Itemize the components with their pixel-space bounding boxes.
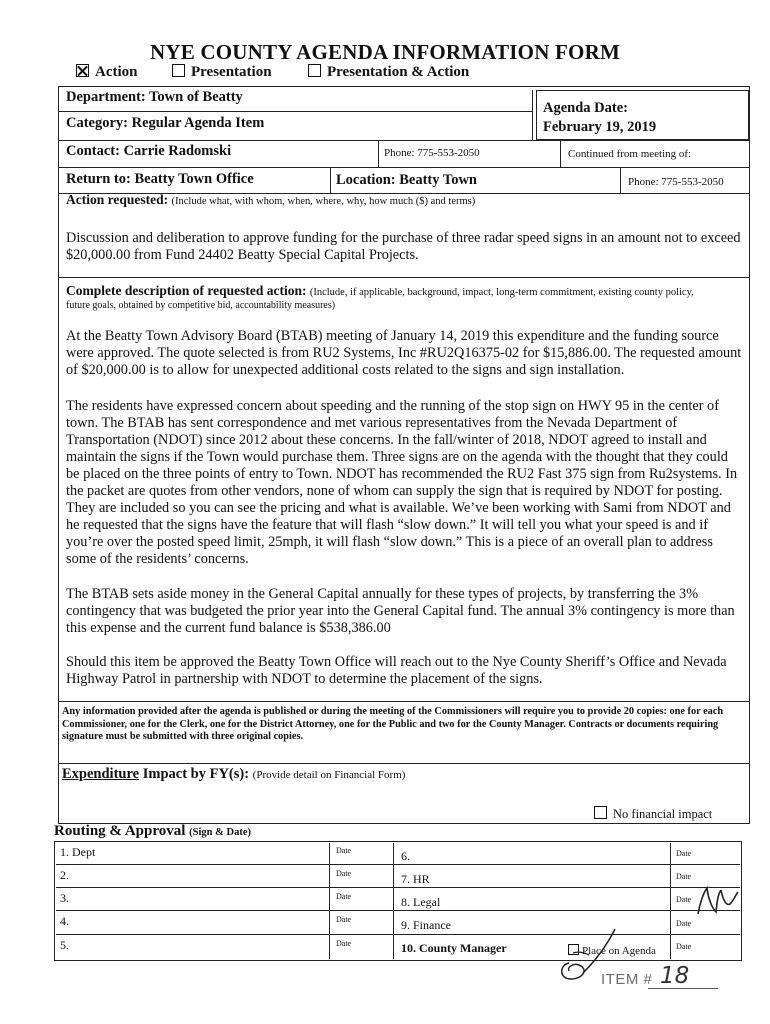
routing-county-manager: 10. County Manager	[401, 941, 507, 955]
place-on-agenda-checkbox[interactable]: Place on Agenda	[568, 944, 656, 957]
routing-legal: 8. Legal	[401, 895, 441, 909]
option-presentation[interactable]: Presentation	[172, 64, 272, 81]
routing-finance: 9. Finance	[401, 918, 451, 932]
date-cell: Date	[336, 915, 352, 924]
contact-field: Contact: Carrie Radomski	[66, 143, 232, 159]
routing-left-4: 4.	[60, 914, 69, 928]
routing-left-5: 5.	[60, 938, 69, 952]
item-number: 18	[660, 963, 690, 989]
date-cell: Date	[336, 846, 352, 855]
routing-dept: 1. Dept	[60, 845, 96, 859]
description-paragraph-1: At the Beatty Town Advisory Board (BTAB) meeting of January 14, 2019 this expenditure and the funding source were approved. The quote selected is from RU2 Systems, Inc #RU2Q16375-02 for $15,886.00. The requested amount of $20,000.00 is to allow for unexpected additional costs related to the signs and sign installation.	[66, 328, 742, 378]
date-cell: Date	[336, 869, 352, 878]
checkbox-icon[interactable]	[308, 64, 321, 77]
action-requested-text: Discussion and deliberation to approve funding for the purchase of three radar speed signs in an amount not to exceed $20,000.00 from Fund 24402 Beatty Special Capital Projects.	[66, 230, 741, 263]
date-cell: Date	[676, 872, 692, 881]
checkbox-icon[interactable]	[172, 64, 185, 77]
date-cell: Date	[676, 849, 692, 858]
description-hint: future goals, obtained by competitive bid, accountability measures)	[66, 300, 336, 311]
expenditure-label: Expenditure Impact by FY(s): (Provide detail on Financial Form)	[62, 766, 406, 782]
date-cell: Date	[676, 942, 692, 951]
item-label: ITEM #	[601, 971, 653, 988]
description-paragraph-2: The residents have expressed concern about speeding and the running of the stop sign on HWY 95 in the center of town. The BTAB has sent correspondence and met various representatives from the Nevada Department of Transportation (NDOT) since 2012 about these concerns. In the fall/winter of 2018, NDOT agreed to install and maintain the signs if the Town would purchase them. Three signs are on the agenda with the thought that they could be placed on the three points of entry to Town. NDOT has recommended the RU2 Fast 375 sign from Ru2systems. In the packet are quotes from other vendors, none of whom can supply the sign that is required by NDOT for posting. They are included so you can see the pricing and what is available. We’ve been working with Sami from NDOT and he requested that the signs have the feature that will flash “slow down.” It will tell you what your speed is and if you’re over the posted speed limit, 25mph, it will flash “slow down.” This is a piece of an overall plan to address some of the residents’ concerns.	[66, 398, 738, 567]
option-presentation-action[interactable]: Presentation & Action	[308, 64, 469, 81]
routing-left-3: 3.	[60, 891, 69, 905]
description-label: Complete description of requested action: (Include, if applicable, background, impact, long-term commitment, existing county policy,	[66, 283, 694, 298]
location-field: Location: Beatty Town	[336, 172, 477, 188]
form-title: NYE COUNTY AGENDA INFORMATION FORM	[150, 40, 620, 64]
date-cell: Date	[676, 919, 692, 928]
category-field: Category: Regular Agenda Item	[66, 115, 265, 131]
routing-table	[54, 841, 742, 961]
routing-label: Routing & Approval (Sign & Date)	[54, 823, 251, 839]
return-to-field: Return to: Beatty Town Office	[66, 171, 254, 187]
agenda-date-label: Agenda Date:	[543, 100, 628, 116]
location-phone: Phone: 775-553-2050	[628, 176, 724, 188]
option-action[interactable]: Action	[76, 64, 138, 81]
legal-initials-signature	[690, 882, 745, 924]
description-paragraph-3: The BTAB sets aside money in the General Capital annually for these types of projects, by transferring the 3% contingency that was budgeted the prior year into the General Capital fund. The annual 3% contingency is more than this expense and the current fund balance is $538,386.00	[66, 586, 735, 636]
action-requested-label: Action requested: (Include what, with whom, when, where, why, how much ($) and terms)	[66, 192, 476, 207]
routing-right-6: 6.	[401, 849, 410, 863]
date-cell: Date	[676, 895, 692, 904]
description-paragraph-4: Should this item be approved the Beatty Town Office will reach out to the Nye County Sheriff’s Office and Nevada Highway Patrol in partnership with NDOT to determine the placement of the signs.	[66, 654, 727, 687]
contact-phone: Phone: 775-553-2050	[384, 147, 480, 159]
date-cell: Date	[336, 892, 352, 901]
checked-box-icon[interactable]	[76, 64, 89, 77]
department-field: Department: Town of Beatty	[66, 89, 243, 105]
agenda-date-value: February 19, 2019	[543, 119, 657, 135]
notice-text: Any information provided after the agenda is published or during the meeting of the Commissioners will require you to provide 20 copies: one for each Commissioner, one for the Clerk, one for the District Attorney, one for the Public and two for the County Manager. Contracts or documents requiring signature must be submitted with three original copies.	[62, 706, 724, 742]
date-cell: Date	[336, 939, 352, 948]
checkbox-icon[interactable]	[594, 806, 607, 819]
routing-left-2: 2.	[60, 868, 69, 882]
continued-from-meeting: Continued from meeting of:	[568, 148, 692, 160]
no-financial-impact-checkbox[interactable]: No financial impact	[594, 806, 712, 822]
routing-hr: 7. HR	[401, 872, 430, 886]
